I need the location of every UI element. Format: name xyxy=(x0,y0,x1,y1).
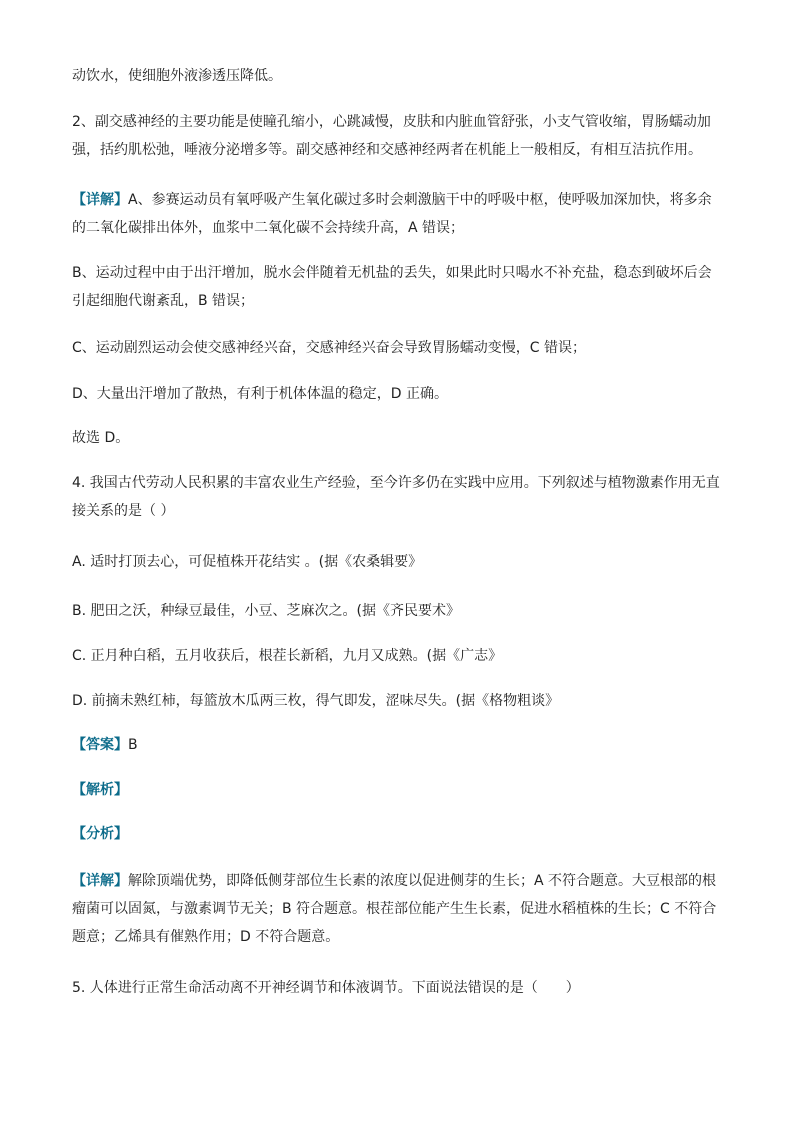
section-tag: 【答案】 xyxy=(72,737,128,753)
paragraph-3 xyxy=(72,259,724,315)
paragraph-text: A. 适时打顶去心，可促植株开花结实 。(据《农桑辑要》 xyxy=(72,554,423,570)
paragraph-text: B、运动过程中由于出汗增加，脱水会伴随着无机盐的丢失，如果此时只喝水不补充盐，稳态到破坏后会引起细胞代谢紊乱，B 错误； xyxy=(72,265,712,309)
question-5-stem xyxy=(72,974,724,1002)
paragraph-text: 解除顶端优势，即降低侧芽部位生长素的浓度以促进侧芽的生长；A 不符合题意。大豆根部的根瘤菌可以固氮，与激素调节无关；B 符合题意。根茬部位能产生生长素，促进水稻植株的生长；C 不符合题意；乙烯具有催熟作用；D 不符合题意。 xyxy=(72,873,717,945)
analysis-heading xyxy=(72,776,724,804)
option-a xyxy=(72,548,724,576)
paragraph-1 xyxy=(72,108,724,164)
paragraph-text: 2、副交感神经的主要功能是使瞳孔缩小，心跳减慢，皮肤和内脏血管舒张，小支气管收缩，胃肠蠕动加强，括约肌松弛，唾液分泌增多等。副交感神经和交感神经两者在机能上一般相反，有相互洁抗作用。 xyxy=(72,114,711,158)
paragraph-text: 5. 人体进行正常生命活动离不开神经调节和体液调节。下面说法错误的是（ ） xyxy=(72,980,580,996)
paragraph-text: C、运动剧烈运动会使交感神经兴奋，交感神经兴奋会导致胃肠蠕动变慢，C 错误； xyxy=(72,340,586,356)
detail-explanation xyxy=(72,867,724,951)
paragraph-text: C. 正月种白稻，五月收获后，根茬长新稻，九月又成熟。(据《广志》 xyxy=(72,648,503,664)
paragraph-5 xyxy=(72,380,724,408)
paragraph-text: 4. 我国古代劳动人民积累的丰富农业生产经验，至今许多仍在实践中应用。下列叙述与植物激素作用无直接关系的是（ ） xyxy=(72,475,720,519)
option-b xyxy=(72,597,724,625)
paragraph-4 xyxy=(72,334,724,362)
answer-line xyxy=(72,731,724,759)
option-d xyxy=(72,687,724,715)
section-tag: 【详解】 xyxy=(72,873,128,889)
section-tag: 【解析】 xyxy=(72,782,128,798)
section-tag: 【分析】 xyxy=(72,826,128,842)
paragraph-2 xyxy=(72,186,724,242)
paragraph-text: 故选 D。 xyxy=(72,430,130,446)
paragraph-0 xyxy=(72,62,724,90)
paragraph-text: D. 前摘未熟红柿，每篮放木瓜两三枚，得气即发，涩味尽失。(据《格物粗谈》 xyxy=(72,693,560,709)
paragraph-text: A、参赛运动员有氧呼吸产生氧化碳过多时会刺激脑干中的呼吸中枢，使呼吸加深加快，将多余的二氧化碳排出体外，血浆中二氧化碳不会持续升高，A 错误； xyxy=(72,192,712,236)
option-c xyxy=(72,642,724,670)
question-4-stem xyxy=(72,469,724,525)
analysis-subheading xyxy=(72,820,724,848)
paragraph-text: B xyxy=(128,737,138,753)
paragraph-text: D、大量出汗增加了散热，有利于机体体温的稳定，D 正确。 xyxy=(72,386,449,402)
paragraph-6 xyxy=(72,424,724,452)
paragraph-text: B. 肥田之沃，种绿豆最佳，小豆、芝麻次之。(据《齐民要术》 xyxy=(72,603,460,619)
paragraph-text: 动饮水，使细胞外液渗透压降低。 xyxy=(72,68,282,84)
section-tag: 【详解】 xyxy=(72,192,128,208)
